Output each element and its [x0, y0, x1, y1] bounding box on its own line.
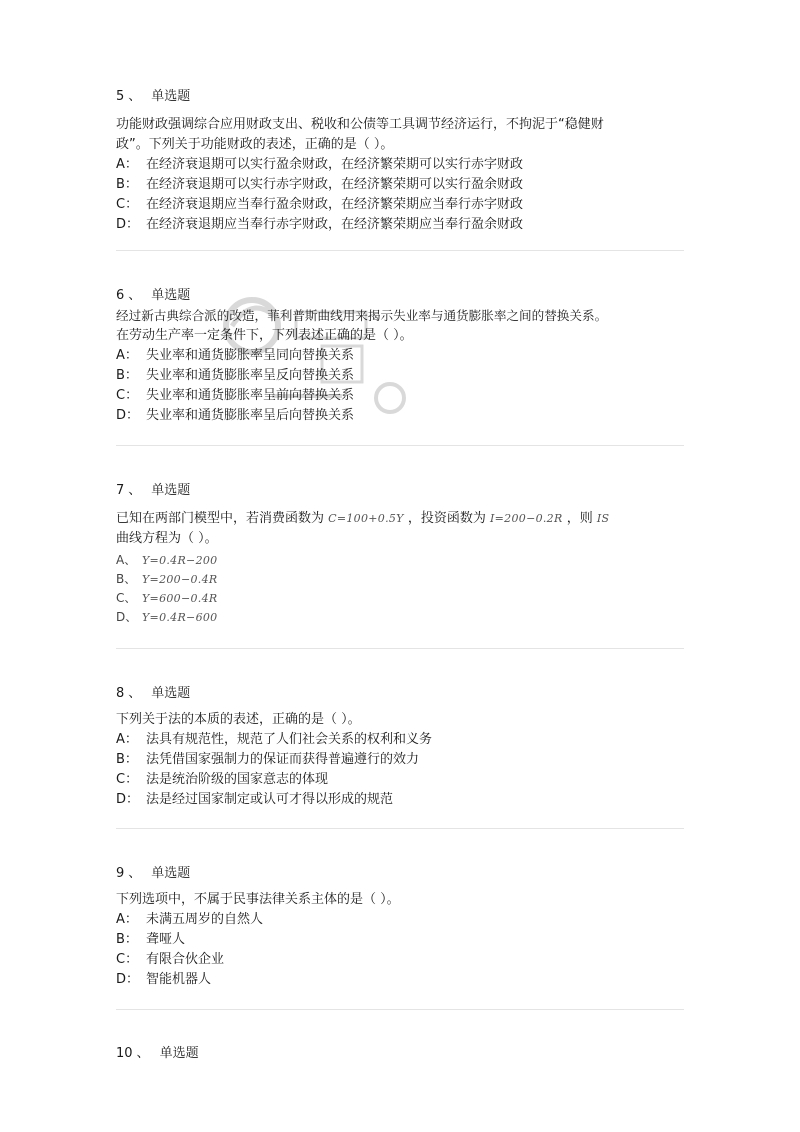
question-9	[116, 866, 686, 990]
option-text: Y=200−0.4R	[142, 573, 218, 586]
math-is-label: IS	[596, 512, 610, 525]
option-b[interactable]	[116, 750, 686, 770]
option-text: 在经济衰退期可以实行赤字财政，在经济繁荣期可以实行盈余财政	[146, 177, 524, 192]
option-letter: D：	[116, 408, 140, 423]
question-type: 单选题	[151, 686, 191, 701]
stem-line	[116, 509, 686, 529]
option-b[interactable]	[116, 366, 686, 386]
question-header	[116, 288, 686, 304]
option-text: Y=600−0.4R	[142, 592, 218, 605]
question-number: 8	[116, 686, 125, 701]
option-letter: C：	[116, 772, 139, 787]
option-letter: B、	[116, 572, 137, 586]
option-letter: D：	[116, 217, 140, 232]
divider	[116, 648, 684, 649]
question-separator: 、	[128, 483, 142, 498]
divider	[116, 1009, 684, 1010]
stem-line: 下列关于法的本质的表述，正确的是（ ）。	[116, 712, 361, 727]
option-letter: C、	[116, 591, 137, 605]
question-stem	[116, 710, 686, 730]
option-a[interactable]	[116, 346, 686, 366]
option-letter: B：	[116, 177, 138, 192]
question-header	[116, 686, 686, 702]
question-separator: 、	[136, 1046, 150, 1061]
option-text: 有限合伙企业	[146, 952, 225, 967]
option-text: 失业率和通货膨胀率呈反向替换关系	[146, 368, 355, 383]
math-investment-function: I=200−0.2R	[490, 512, 563, 525]
option-letter: D：	[116, 792, 140, 807]
question-stem	[116, 306, 686, 346]
question-stem	[116, 890, 686, 910]
option-d[interactable]	[116, 215, 686, 235]
option-c[interactable]	[116, 950, 686, 970]
question-6	[116, 288, 686, 426]
option-b[interactable]	[116, 930, 686, 950]
option-c[interactable]	[116, 770, 686, 790]
option-a[interactable]	[116, 155, 686, 175]
question-number: 7	[116, 483, 125, 498]
option-text: 在经济衰退期应当奉行盈余财政，在经济繁荣期应当奉行赤字财政	[146, 197, 524, 212]
option-b[interactable]	[116, 570, 686, 589]
option-b[interactable]	[116, 175, 686, 195]
option-text: 智能机器人	[146, 972, 212, 987]
question-8	[116, 686, 686, 810]
option-d[interactable]	[116, 406, 686, 426]
option-text: 法是经过国家制定或认可才得以形成的规范	[146, 792, 394, 807]
question-type: 单选题	[151, 89, 191, 104]
question-header	[116, 1046, 686, 1062]
option-a[interactable]	[116, 910, 686, 930]
option-text: 未满五周岁的自然人	[146, 912, 264, 927]
option-text: 法是统治阶级的国家意志的体现	[146, 772, 329, 787]
option-d[interactable]	[116, 970, 686, 990]
question-10	[116, 1046, 686, 1072]
option-text: 在经济衰退期可以实行盈余财政，在经济繁荣期可以实行赤字财政	[146, 157, 524, 172]
question-header	[116, 866, 686, 882]
stem-text: ，则	[562, 511, 597, 526]
option-text: Y=0.4R−200	[142, 554, 218, 567]
option-d[interactable]	[116, 608, 686, 627]
option-a[interactable]	[116, 551, 686, 570]
option-letter: D、	[116, 610, 138, 624]
stem-text: ，投资函数为	[403, 511, 491, 526]
question-header	[116, 483, 686, 499]
question-type: 单选题	[151, 483, 191, 498]
option-text: 在经济衰退期应当奉行赤字财政，在经济繁荣期应当奉行盈余财政	[146, 217, 524, 232]
question-5	[116, 89, 686, 235]
stem-line: 曲线方程为（ ）。	[116, 531, 218, 546]
stem-line: 功能财政强调综合应用财政支出、税收和公债等工具调节经济运行，不拘泥于“稳健财	[116, 117, 604, 132]
option-letter: A：	[116, 732, 138, 747]
option-letter: D：	[116, 972, 140, 987]
question-number: 6	[116, 288, 125, 303]
option-letter: A：	[116, 912, 138, 927]
option-letter: A：	[116, 348, 138, 363]
option-c[interactable]	[116, 589, 686, 608]
option-text: 法凭借国家强制力的保证而获得普遍遵行的效力	[146, 752, 420, 767]
question-type: 单选题	[151, 866, 191, 881]
question-number: 10	[116, 1046, 133, 1061]
question-separator: 、	[128, 866, 142, 881]
option-letter: C：	[116, 197, 139, 212]
question-7	[116, 483, 686, 627]
question-number: 5	[116, 89, 125, 104]
option-text: 失业率和通货膨胀率呈前向替换关系	[146, 388, 355, 403]
question-header	[116, 89, 686, 105]
question-number: 9	[116, 866, 125, 881]
option-text: 聋哑人	[146, 932, 186, 947]
option-letter: C：	[116, 388, 139, 403]
question-separator: 、	[128, 288, 142, 303]
option-letter: B：	[116, 368, 138, 383]
stem-text: 已知在两部门模型中，若消费函数为	[116, 511, 329, 526]
math-consumption-function: C=100+0.5Y	[328, 512, 404, 525]
question-separator: 、	[128, 686, 142, 701]
question-stem	[116, 509, 686, 549]
divider	[116, 445, 684, 446]
option-a[interactable]	[116, 730, 686, 750]
option-text: 失业率和通货膨胀率呈同向替换关系	[146, 348, 355, 363]
stem-line: 经过新古典综合派的改造，菲利普斯曲线用来揭示失业率与通货膨胀率之间的替换关系。	[116, 308, 608, 323]
stem-line: 下列选项中，不属于民事法律关系主体的是（ ）。	[116, 892, 400, 907]
question-type: 单选题	[159, 1046, 199, 1061]
question-stem	[116, 115, 686, 155]
option-letter: C：	[116, 952, 139, 967]
option-c[interactable]	[116, 386, 686, 406]
option-c[interactable]	[116, 195, 686, 215]
option-letter: B：	[116, 752, 138, 767]
option-letter: A：	[116, 157, 138, 172]
stem-line: 政”。下列关于功能财政的表述，正确的是（ ）。	[116, 137, 394, 152]
divider	[116, 250, 684, 251]
option-d[interactable]	[116, 790, 686, 810]
question-type: 单选题	[151, 288, 191, 303]
question-separator: 、	[128, 89, 142, 104]
stem-line: 在劳动生产率一定条件下，下列表述正确的是（ ）。	[116, 328, 413, 343]
option-letter: B：	[116, 932, 138, 947]
option-text: Y=0.4R−600	[142, 611, 218, 624]
option-letter: A、	[116, 553, 137, 567]
option-text: 失业率和通货膨胀率呈后向替换关系	[146, 408, 355, 423]
divider	[116, 828, 684, 829]
option-text: 法具有规范性，规范了人们社会关系的权利和义务	[146, 732, 433, 747]
